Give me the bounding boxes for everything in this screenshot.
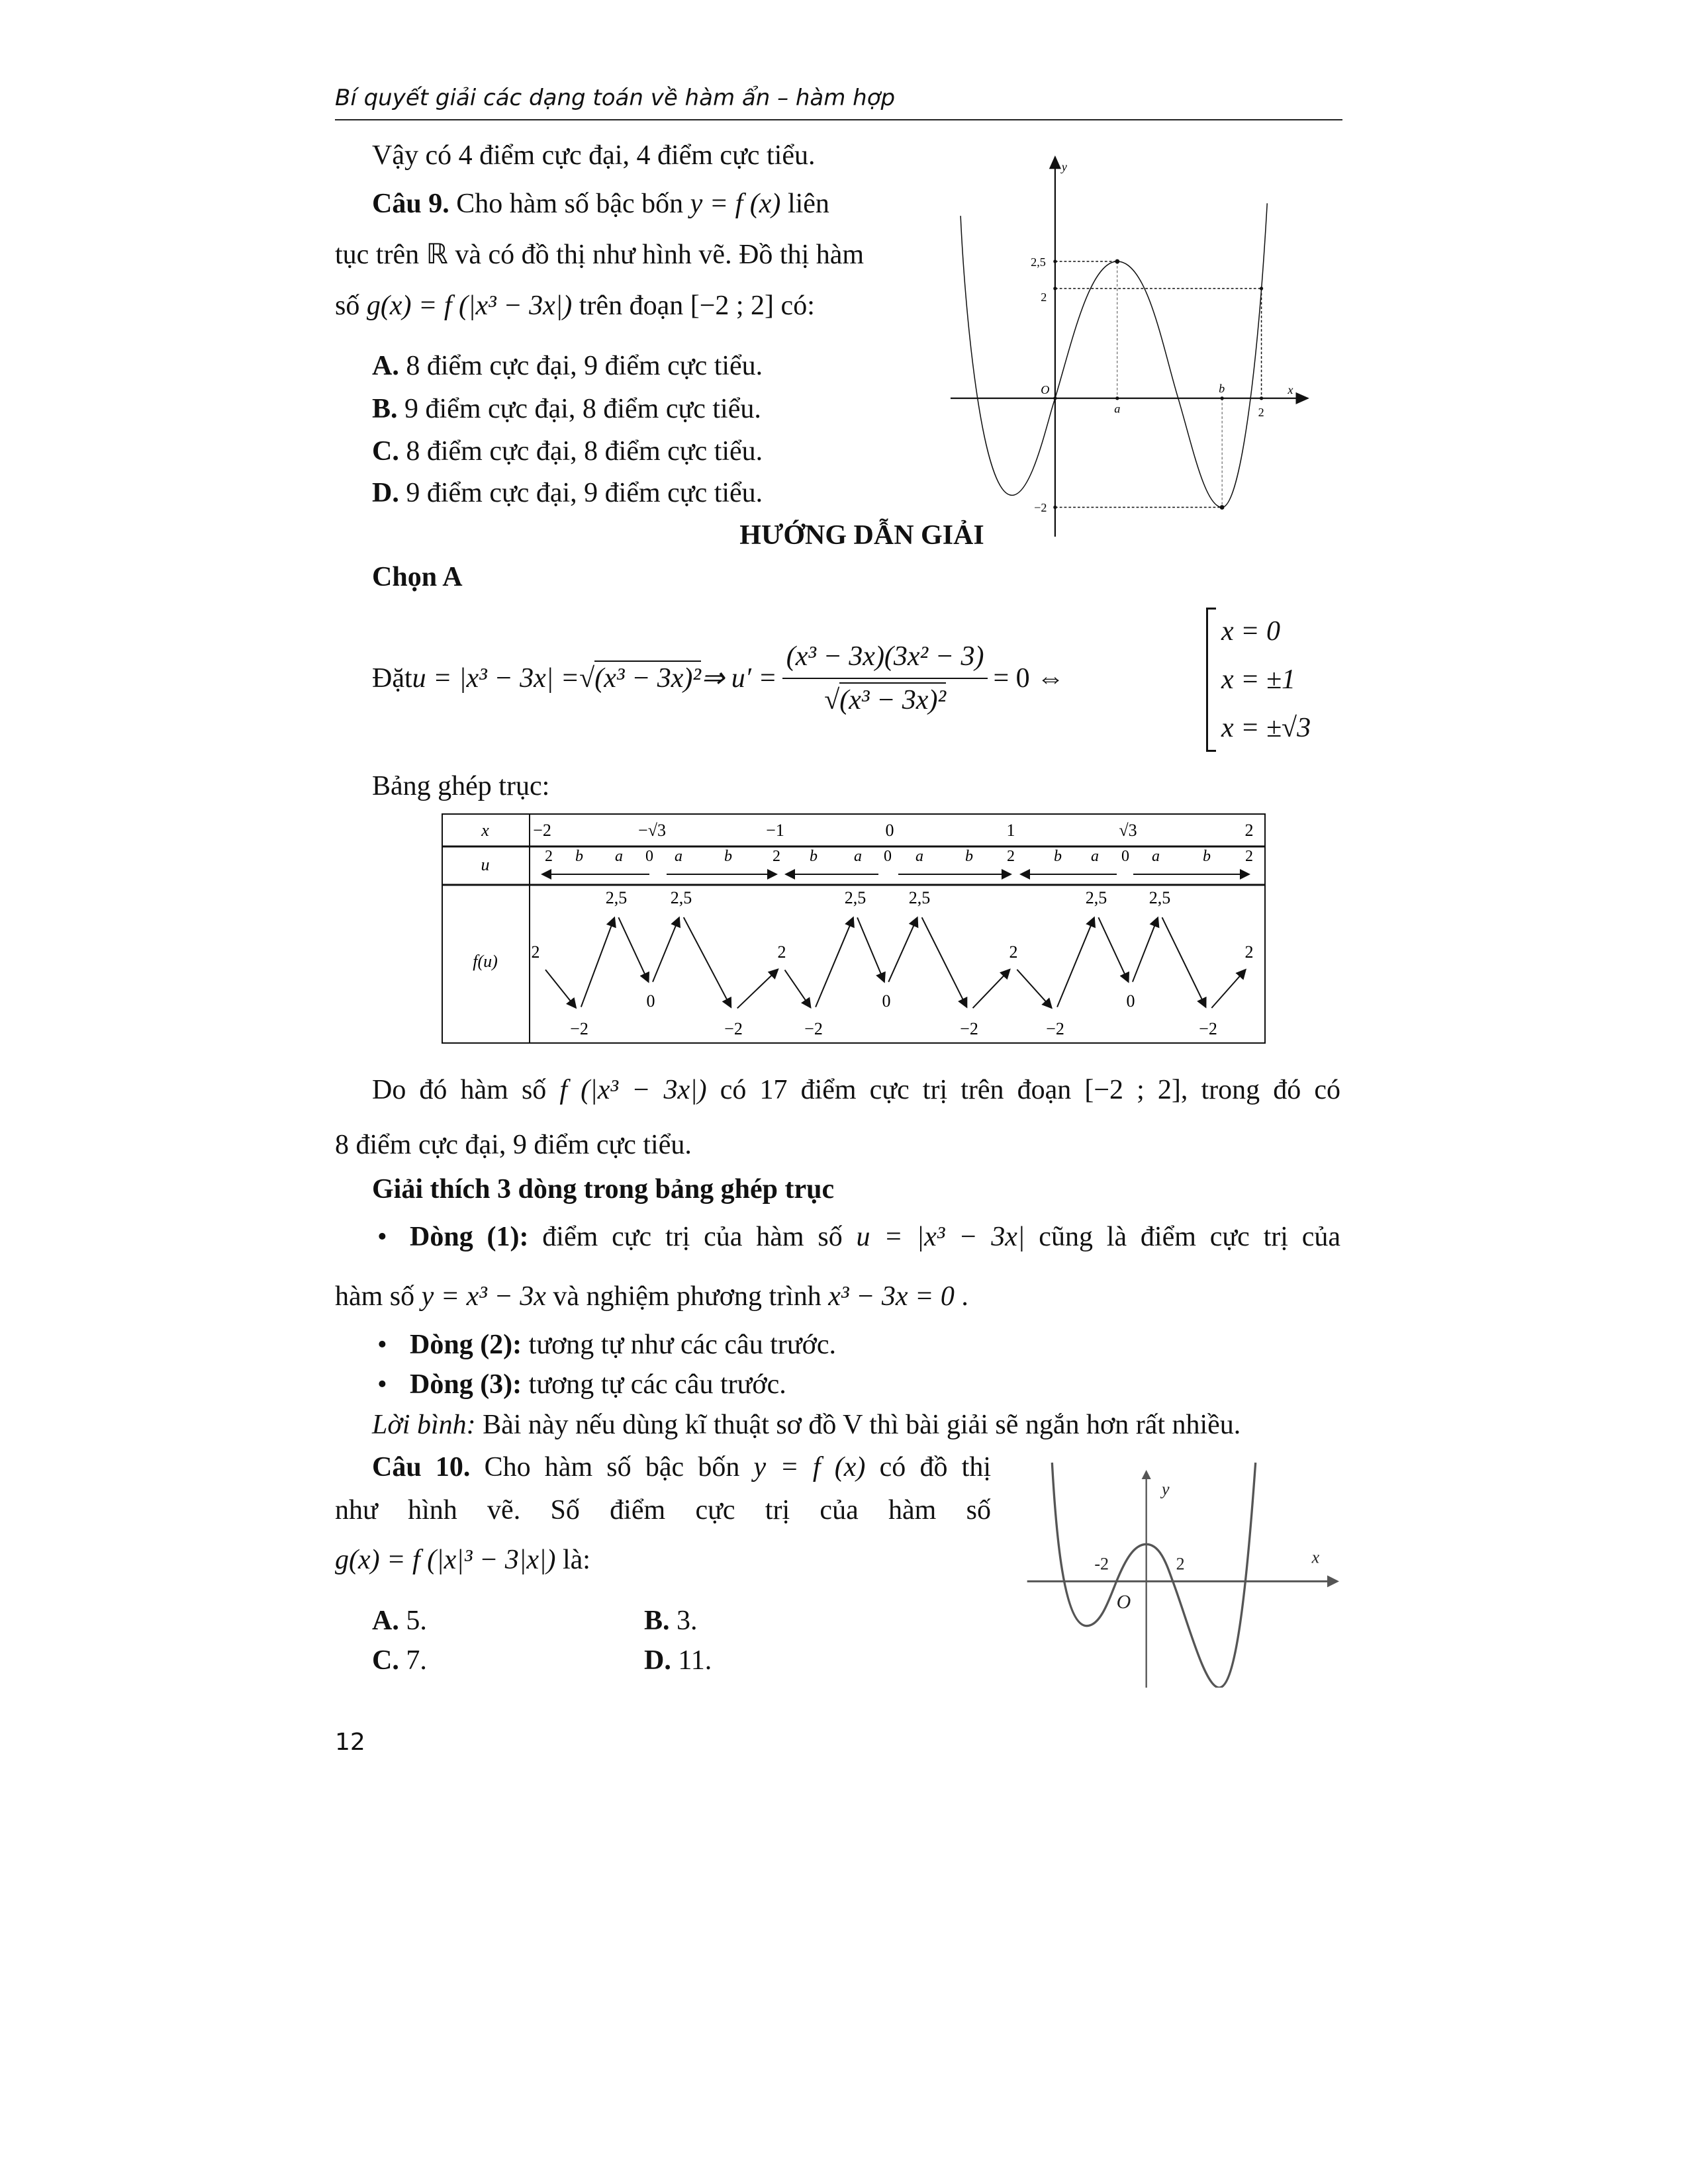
q10-line-2: như hình vẽ. Số điểm cực trị của hàm số — [335, 1495, 991, 1525]
fu-variation-arrow — [653, 917, 679, 981]
option-text: 7. — [399, 1645, 427, 1676]
option-text: 8 điểm cực đại, 9 điểm cực tiểu. — [399, 351, 763, 381]
u-definition: u = |x³ − 3x| = — [412, 662, 580, 694]
text: là: — [555, 1545, 590, 1575]
sqrt-expression: √(x³ − 3x)² — [579, 664, 701, 693]
math: f (|x³ − 3x|) — [559, 1075, 707, 1105]
y-axis-label: y — [1162, 1479, 1170, 1499]
row-label-u: u — [481, 855, 490, 874]
u-value: 0 — [884, 848, 892, 865]
q9-text: trên đoạn — [572, 291, 690, 321]
fu-variation-arrow — [684, 917, 731, 1007]
fu-value: −2 — [724, 1019, 743, 1038]
comment-label: Lời bình: — [372, 1410, 476, 1440]
fu-value: 2,5 — [670, 888, 692, 907]
u-value: 2 — [545, 848, 553, 865]
fu-value: 2,5 — [1085, 888, 1107, 907]
option-text: 3. — [669, 1606, 698, 1636]
u-value: 2 — [1007, 848, 1015, 865]
answer-choice: Chọn A — [372, 562, 463, 592]
bullet-icon: • — [377, 1330, 387, 1360]
comment — [372, 1410, 1241, 1439]
fu-value: 0 — [1126, 991, 1135, 1011]
u-value: 0 — [645, 848, 653, 865]
fu-variation-arrow — [618, 917, 648, 981]
text: . — [954, 1281, 968, 1312]
fu-variation-arrow — [737, 970, 778, 1009]
option-key: C. — [372, 436, 399, 467]
explain-line-3 — [410, 1370, 786, 1399]
text: Do đó hàm số — [372, 1075, 560, 1105]
option-key: D. — [644, 1645, 671, 1676]
text: tương tự các câu trước. — [522, 1369, 786, 1400]
derivative-fraction — [782, 642, 988, 715]
fu-value: 2 — [531, 942, 540, 962]
text: hàm số — [335, 1281, 422, 1312]
q9-text: số — [335, 291, 367, 321]
conclusion-line-2: 8 điểm cực đại, 9 điểm cực tiểu. — [335, 1130, 692, 1160]
fu-value: −2 — [570, 1019, 588, 1038]
fu-variation-arrow — [1098, 917, 1128, 981]
q9-line-3 — [335, 291, 815, 320]
fu-value: 2 — [1009, 942, 1018, 962]
fu-value: 2,5 — [1149, 888, 1171, 907]
q10-graph — [1006, 1443, 1350, 1688]
x-axis-label: x — [1311, 1547, 1320, 1567]
line-label: Dòng (1): — [410, 1222, 529, 1252]
q9-math: [−2 ; 2] — [690, 291, 774, 321]
option-key: B. — [372, 394, 398, 424]
fu-value: −2 — [1046, 1019, 1064, 1038]
fu-variation-arrow — [545, 970, 576, 1008]
formula-text: Đặt — [372, 662, 412, 694]
y-tick-minus-2: −2 — [1034, 500, 1047, 514]
fu-variation-arrow — [973, 970, 1010, 1008]
option-key: A. — [372, 351, 399, 381]
q9-option-a — [372, 351, 763, 381]
option-text: 8 điểm cực đại, 8 điểm cực tiểu. — [399, 436, 763, 467]
quartic-curve — [1052, 1463, 1255, 1688]
text: cũng là điểm cực trị của — [1025, 1222, 1341, 1252]
solution-heading: HƯỚNG DẪN GIẢI — [739, 520, 984, 551]
math: g(x) = f (|x|³ − 3|x|) — [335, 1545, 556, 1575]
explain-heading: Giải thích 3 dòng trong bảng ghép trục — [372, 1174, 835, 1205]
option-key: C. — [372, 1645, 399, 1676]
u-value: 2 — [773, 848, 780, 865]
math: x³ − 3x = 0 — [828, 1281, 955, 1312]
explain-line-1 — [410, 1222, 1340, 1251]
case-item: x = ±1 — [1221, 664, 1296, 695]
explain-line-2 — [410, 1330, 836, 1359]
fu-value: 2 — [777, 942, 786, 962]
case-item: x = 0 — [1221, 616, 1280, 647]
fraction-denominator: √(x³ − 3x)² — [820, 679, 950, 715]
q9-label: Câu 9. — [372, 189, 449, 219]
q10-option-c — [372, 1646, 427, 1675]
option-key: B. — [644, 1606, 670, 1636]
derivative-formula — [372, 612, 1064, 745]
q9-math: g(x) = f (|x³ − 3x|) — [366, 291, 573, 321]
text: , trong đó có — [1180, 1075, 1341, 1105]
quartic-curve — [961, 203, 1267, 507]
comment-text: Bài này nếu dùng kĩ thuật sơ đồ V thì bài giải sẽ ngắn hơn rất nhiều. — [475, 1410, 1241, 1440]
text: điểm cực trị của hàm số — [528, 1222, 857, 1252]
bullet-icon: • — [377, 1222, 387, 1252]
q9-line-1 — [372, 189, 829, 218]
x-value: 1 — [1006, 821, 1015, 840]
row-label-x: x — [481, 821, 489, 840]
fu-value: −2 — [960, 1019, 978, 1038]
fu-variation-arrow — [816, 917, 853, 1007]
text: có đồ thị — [865, 1452, 991, 1482]
fu-variation-arrow — [888, 917, 917, 981]
q9-option-d — [372, 478, 763, 508]
u-value: a — [1152, 848, 1160, 865]
math: y = f (x) — [753, 1452, 866, 1482]
sqrt-inner: (x³ − 3x)² — [594, 660, 701, 694]
fu-variation-arrow — [1133, 917, 1158, 981]
denominator-inner: (x³ − 3x)² — [839, 682, 946, 715]
case-item: x = ±√3 — [1221, 713, 1311, 743]
u-value: 2 — [1245, 848, 1253, 865]
u-value: b — [1203, 848, 1211, 865]
fu-value: −2 — [1199, 1019, 1217, 1038]
fu-value: 0 — [646, 991, 655, 1011]
fu-value: −2 — [804, 1019, 823, 1038]
q10-line-1 — [372, 1453, 991, 1482]
tick-minus-2: -2 — [1094, 1554, 1109, 1574]
bullet-icon: • — [377, 1369, 387, 1400]
fu-value: 2 — [1244, 942, 1254, 962]
fu-variation-arrow — [1211, 970, 1245, 1008]
q9-text: Cho hàm số bậc bốn — [449, 189, 690, 219]
q10-option-b — [644, 1606, 698, 1635]
line-label: Dòng (2): — [410, 1330, 522, 1360]
solution-cases — [1206, 608, 1311, 752]
origin-label: O — [1116, 1591, 1131, 1613]
fraction-numerator: (x³ − 3x)(3x² − 3) — [782, 642, 988, 679]
x-tick-a: a — [1114, 402, 1121, 416]
q10-line-3 — [335, 1545, 590, 1574]
equals-zero: = 0 ⇔ — [993, 662, 1065, 694]
q9-line-2: tục trên ℝ và có đồ thị như hình vẽ. Đồ thị hàm — [335, 240, 865, 270]
x-value: −√3 — [638, 821, 666, 840]
option-text: 5. — [399, 1606, 427, 1636]
u-value: a — [1091, 848, 1099, 865]
fu-variation-arrow — [922, 917, 967, 1007]
variation-table — [442, 813, 1266, 1044]
q10-option-a — [372, 1606, 427, 1635]
option-key: A. — [372, 1606, 399, 1636]
u-value: a — [915, 848, 923, 865]
x-value: −1 — [766, 821, 784, 840]
q10-label: Câu 10. — [372, 1452, 471, 1482]
x-value: √3 — [1119, 821, 1137, 840]
table-label: Bảng ghép trục: — [372, 771, 550, 801]
y-tick-2: 2 — [1041, 290, 1047, 304]
fu-variation-arrow — [1057, 917, 1094, 1007]
u-value: a — [675, 848, 682, 865]
running-header: Bí quyết giải các dạng toán về hàm ẩn – hàm hợp — [335, 85, 896, 111]
y-axis-label: y — [1061, 159, 1067, 173]
x-axis-label: x — [1288, 383, 1293, 396]
math: u = |x³ − 3x| — [856, 1222, 1025, 1252]
x-value: 2 — [1244, 821, 1254, 840]
q9-text: liên — [780, 189, 829, 219]
q9-math: y = f (x) — [690, 189, 781, 219]
option-text: 11. — [671, 1645, 712, 1676]
fu-variation-arrow — [581, 917, 614, 1007]
line-label: Dòng (3): — [410, 1369, 522, 1400]
text: tương tự như các câu trước. — [522, 1330, 836, 1360]
row-label-fu: f(u) — [473, 952, 498, 971]
fu-value: 0 — [882, 991, 891, 1011]
x-tick-2: 2 — [1258, 406, 1264, 420]
u-value: a — [854, 848, 862, 865]
q9-option-b — [372, 394, 761, 424]
graph-points — [1053, 259, 1263, 510]
q9-graph — [927, 146, 1350, 543]
page-number: 12 — [335, 1729, 365, 1756]
fu-variation-arrow — [857, 917, 884, 981]
intro-text: Vậy có 4 điểm cực đại, 4 điểm cực tiểu. — [372, 140, 816, 171]
u-value: b — [965, 848, 973, 865]
u-value: b — [575, 848, 583, 865]
u-value: b — [810, 848, 818, 865]
u-value: b — [1054, 848, 1062, 865]
option-key: D. — [372, 478, 399, 508]
u-value: a — [615, 848, 623, 865]
math: [−2 ; 2] — [1084, 1075, 1181, 1105]
option-text: 9 điểm cực đại, 9 điểm cực tiểu. — [399, 478, 763, 508]
x-value: −2 — [533, 821, 551, 840]
q9-option-c — [372, 437, 763, 466]
fu-variation-arrow — [1162, 917, 1206, 1007]
header-rule — [335, 119, 1342, 120]
origin-label: O — [1041, 383, 1050, 396]
conclusion-line-1 — [372, 1075, 1340, 1105]
text: và nghiệm phương trình — [545, 1281, 829, 1312]
fu-variation-arrow — [785, 970, 811, 1008]
explain-line-1b — [335, 1282, 968, 1311]
y-tick-2-5: 2,5 — [1031, 255, 1046, 269]
u-value: b — [724, 848, 732, 865]
text: có 17 điểm cực trị trên đoạn — [706, 1075, 1085, 1105]
implies-text: ⇒ u′ = — [701, 662, 777, 694]
x-value: 0 — [885, 821, 894, 840]
u-value: 0 — [1121, 848, 1129, 865]
math: y = x³ − 3x — [421, 1281, 546, 1312]
tick-2: 2 — [1176, 1554, 1185, 1574]
fu-variation-arrow — [1017, 970, 1051, 1008]
fu-value: 2,5 — [844, 888, 867, 907]
text: Cho hàm số bậc bốn — [470, 1452, 754, 1482]
fu-value: 2,5 — [605, 888, 628, 907]
option-text: 9 điểm cực đại, 8 điểm cực tiểu. — [397, 394, 761, 424]
q9-text: có: — [774, 291, 815, 321]
q10-option-d — [644, 1646, 712, 1675]
x-tick-b: b — [1219, 382, 1225, 396]
fu-value: 2,5 — [908, 888, 931, 907]
